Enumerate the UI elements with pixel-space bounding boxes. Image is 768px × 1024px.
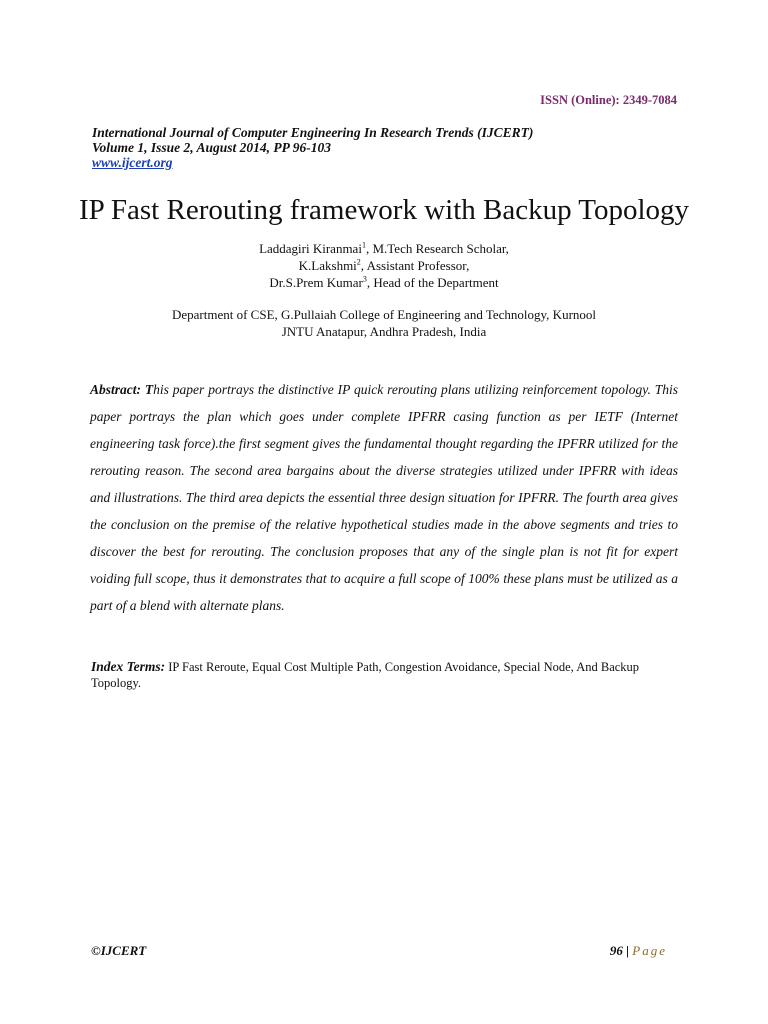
affiliation-line: Department of CSE, G.Pullaiah College of Engineering and Technology, Kurnool [171, 307, 597, 322]
author-line [0, 240, 768, 257]
journal-volume: Volume 1, Issue 2, August 2014, PP 96-103 [92, 140, 332, 155]
author-name: K.Lakshmi [298, 258, 357, 273]
abstract-label: Abstract: T [90, 382, 154, 397]
index-terms [91, 659, 681, 691]
page-separator: | [626, 943, 630, 958]
author-role: , M.Tech Research Scholar, [365, 241, 509, 256]
footer-page [610, 943, 667, 959]
author-line [0, 274, 768, 291]
issn-label: ISSN (Online): 2349-7084 [540, 93, 677, 107]
journal-url-link[interactable]: www.ijcert.org [92, 155, 173, 170]
author-role: , Head of the Department [366, 275, 499, 290]
author-role: , Assistant Professor, [360, 258, 470, 273]
footer-copyright: ©IJCERT [91, 943, 147, 958]
journal-name: International Journal of Computer Engineering In Research Trends (IJCERT) [92, 125, 534, 140]
index-terms-text: IP Fast Reroute, Equal Cost Multiple Path, Congestion Avoidance, Special Node, And Backup Topology. [91, 660, 640, 690]
affiliation [0, 306, 768, 340]
author-affil-sup: 1 [361, 240, 366, 250]
abstract-text: his paper portrays the distinctive IP quick rerouting plans utilizing reinforcement topology. This paper portrays the plan which goes under complete IPFRR casing function as per IETF (Internet engineering task force).the first segment gives the fundamental thought regarding the IPFRR utilized for the rerouting reason. The second area bargains about the diverse strategies utilized under IPFRR with ideas and illustrations. The third area depicts the essential three design situation for IPFRR. The fourth area gives the conclusion on the premise of the relative hypothetical studies made in the above segments and tries to discover the best for rerouting. The conclusion proposes that any of the single plan is not fit for expert voiding full scope, thus it demonstrates that to acquire a full scope of 100% these plans must be utilized as a part of a blend with alternate plans. [90, 382, 678, 613]
author-affil-sup: 2 [356, 257, 361, 267]
author-affil-sup: 3 [362, 274, 367, 284]
page-number: 96 [609, 943, 623, 958]
author-name: Dr.S.Prem Kumar [269, 275, 363, 290]
paper-title: IP Fast Rerouting framework with Backup Topology [78, 194, 690, 226]
journal-header [92, 125, 692, 170]
page-label: Page [632, 943, 667, 958]
author-line [0, 257, 768, 274]
abstract [90, 376, 678, 619]
index-terms-label: Index Terms: [91, 659, 166, 674]
author-name: Laddagiri Kiranmai [259, 241, 362, 256]
affiliation-line: JNTU Anatapur, Andhra Pradesh, India [281, 324, 487, 339]
author-list [0, 240, 768, 291]
